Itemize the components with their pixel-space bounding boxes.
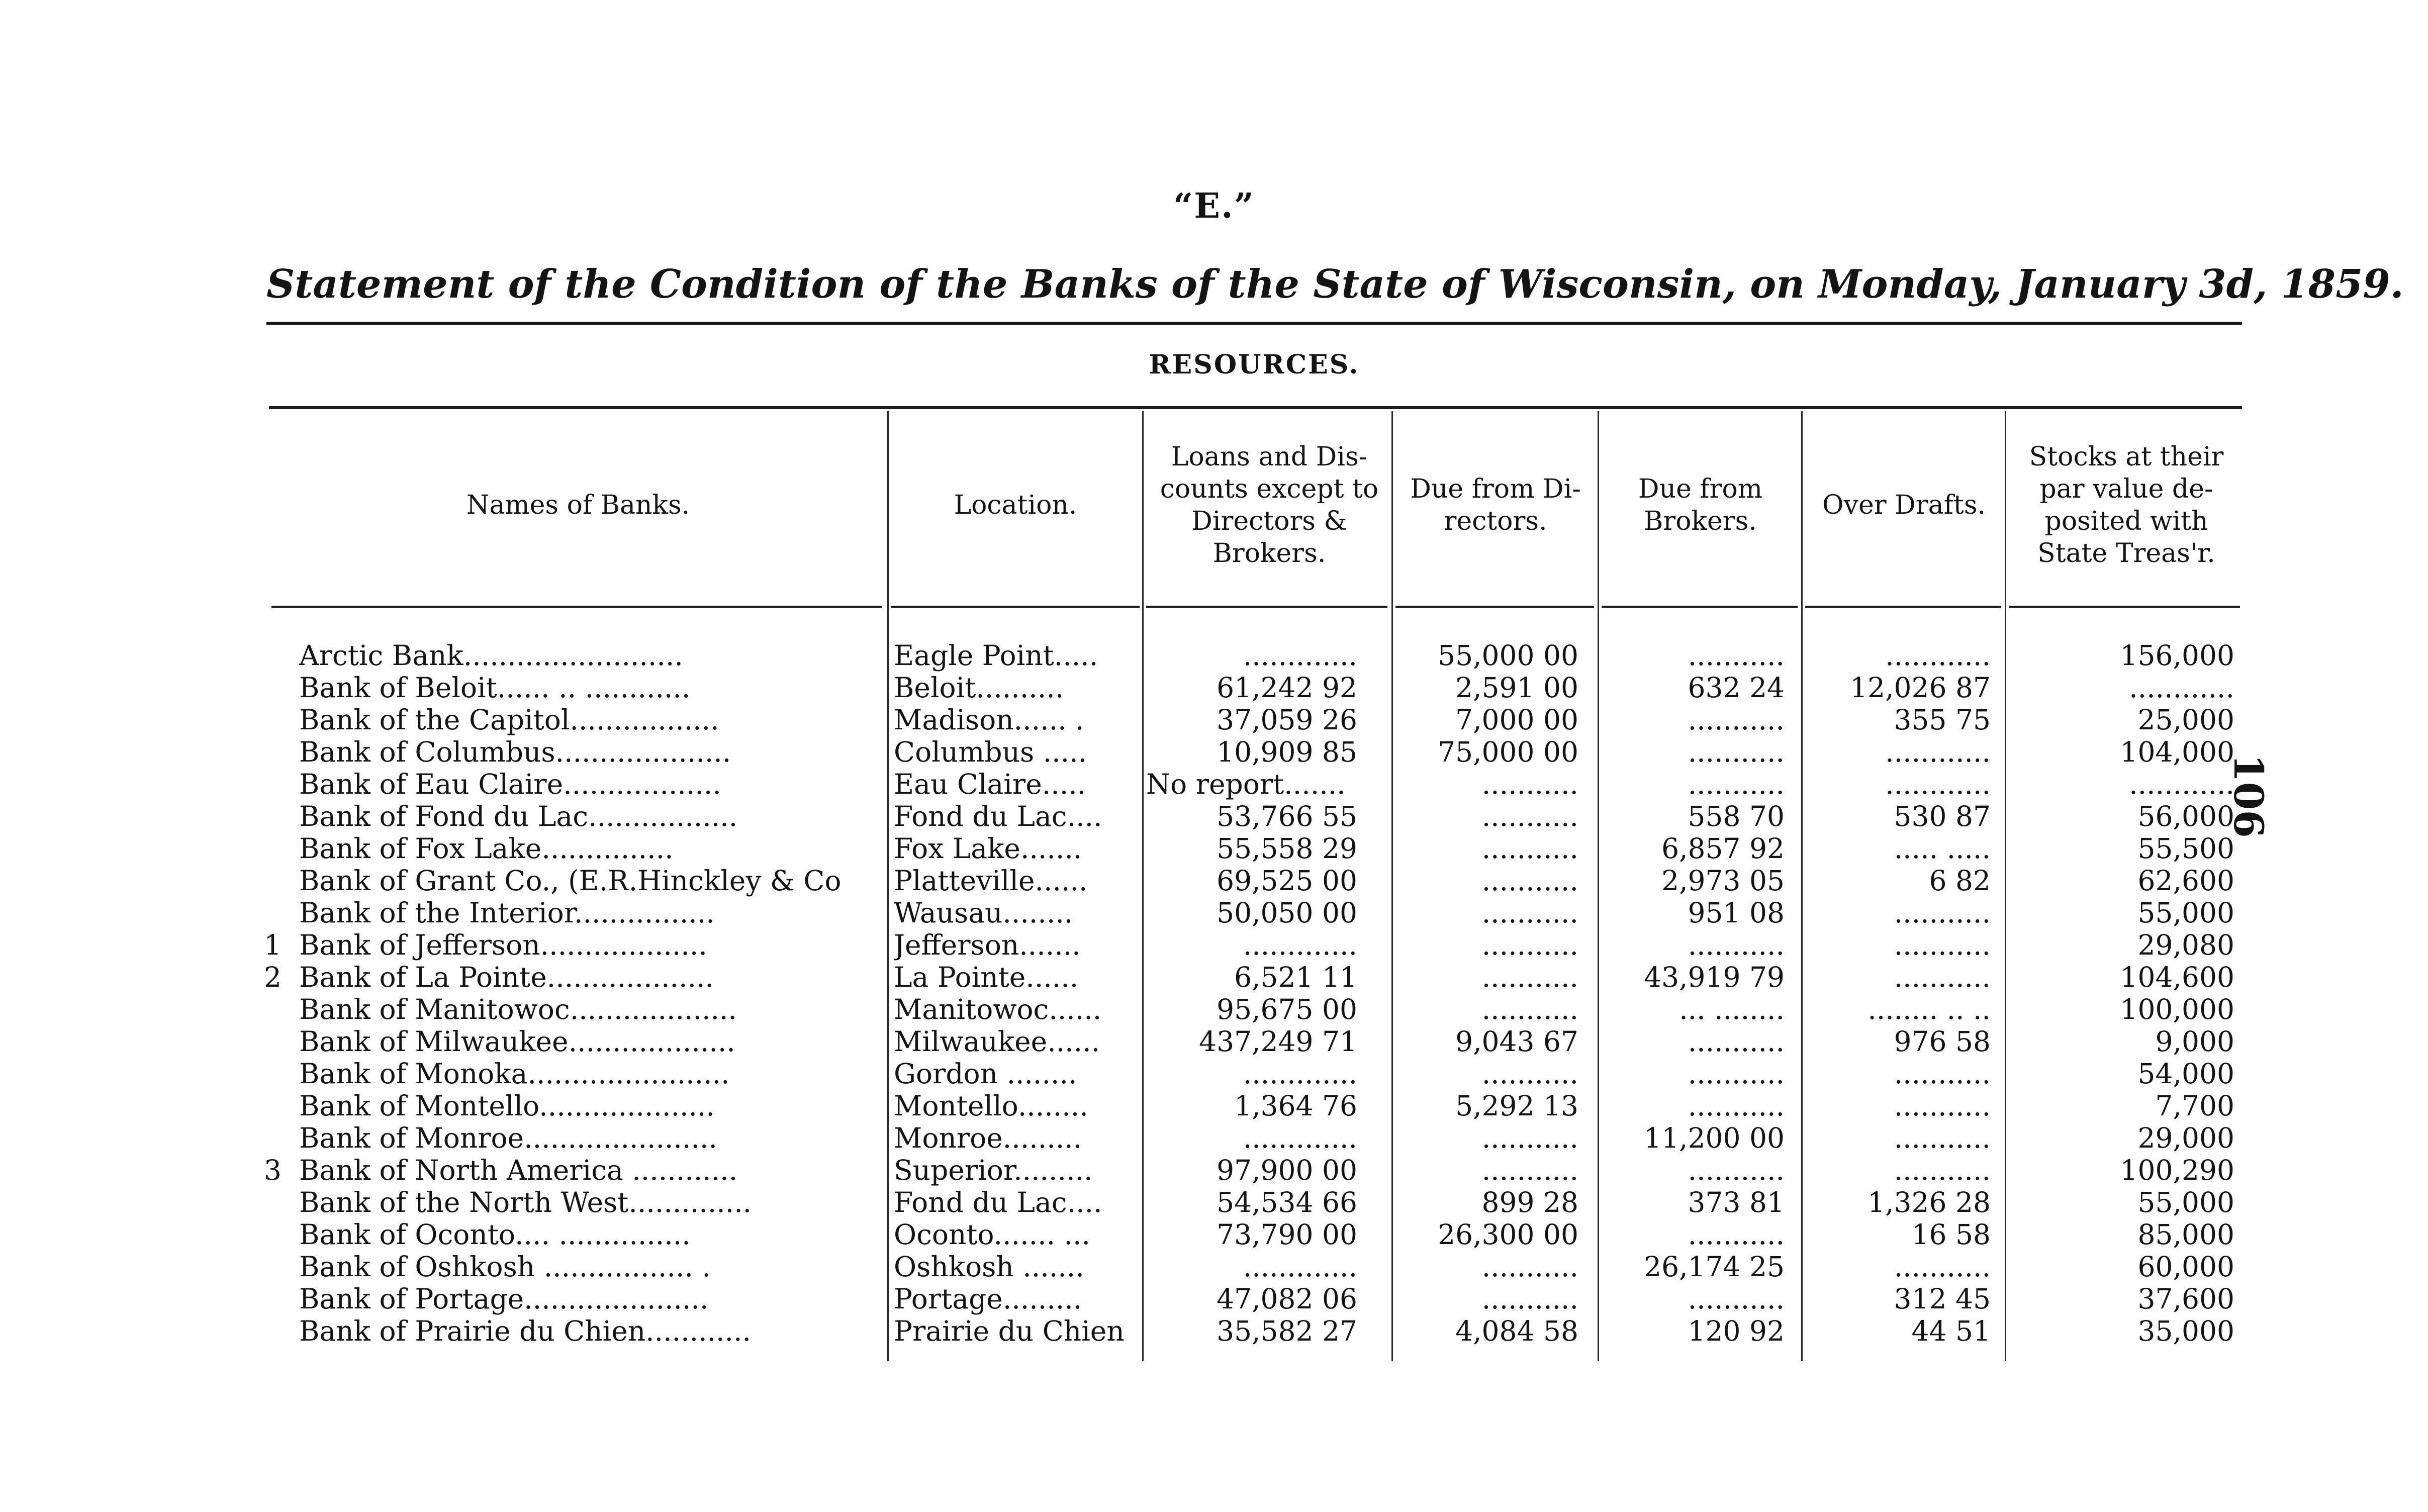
due-brokers-value: ........... — [1688, 1025, 1785, 1058]
overdrafts-value: ........... — [1894, 961, 1991, 993]
due-directors-value: ........... — [1481, 832, 1578, 865]
bank-location: Eau Claire..... — [894, 768, 1086, 800]
stocks-value: 104,600 — [2120, 961, 2234, 993]
due-directors-value: ........... — [1481, 1058, 1578, 1090]
table-row — [0, 832, 2428, 865]
row-note — [264, 993, 294, 1025]
overdrafts-value: 976 58 — [1894, 1025, 1991, 1058]
row-note — [264, 1122, 294, 1154]
bank-name: Bank of North America ............ — [299, 1154, 738, 1186]
header-underline — [2009, 606, 2240, 608]
due-directors-value: ........... — [1481, 961, 1578, 993]
overdrafts-value: 1,326 28 — [1867, 1186, 1991, 1218]
due-directors-value: ........... — [1481, 897, 1578, 929]
row-note — [264, 1315, 294, 1347]
loans-value: 97,900 00 — [1217, 1154, 1357, 1186]
row-note — [264, 1090, 294, 1122]
loans-value: 53,766 55 — [1217, 800, 1357, 832]
bank-name: Bank of Manitowoc................... — [299, 993, 737, 1025]
bank-location: Wausau........ — [894, 897, 1073, 929]
due-brokers-value: ........... — [1688, 768, 1785, 800]
due-brokers-value: 120 92 — [1688, 1315, 1785, 1347]
loans-value: ............. — [1243, 1058, 1357, 1090]
stocks-value: 29,000 — [2137, 1122, 2234, 1154]
loans-value: 69,525 00 — [1217, 865, 1357, 897]
bank-location: Fox Lake....... — [894, 832, 1082, 865]
bank-name: Bank of the North West.............. — [299, 1186, 752, 1218]
due-brokers-value: 11,200 00 — [1644, 1122, 1785, 1154]
row-note — [264, 1251, 294, 1283]
row-note: 3 — [264, 1154, 282, 1186]
header-underline — [1395, 606, 1594, 608]
stocks-value: ............ — [2129, 768, 2234, 800]
stocks-value: 25,000 — [2137, 704, 2234, 736]
bank-location: Columbus ..... — [894, 736, 1087, 768]
due-brokers-value: ........... — [1688, 1283, 1785, 1315]
page-number: 106 — [2225, 754, 2272, 838]
due-directors-value: 5,292 13 — [1455, 1090, 1578, 1122]
bank-name: Bank of Jefferson................... — [299, 929, 707, 961]
row-note — [264, 1186, 294, 1218]
loans-value: 61,242 92 — [1217, 672, 1357, 704]
due-directors-value: 55,000 00 — [1438, 639, 1578, 672]
bank-location: Prairie du Chien — [894, 1315, 1125, 1347]
bank-name: Bank of Prairie du Chien............ — [299, 1315, 751, 1347]
table-row — [0, 1090, 2428, 1122]
bank-name: Bank of Oshkosh ................. . — [299, 1251, 711, 1283]
due-brokers-value: ........... — [1688, 1154, 1785, 1186]
row-note: 1 — [264, 929, 282, 961]
header-underline — [1146, 606, 1387, 608]
overdrafts-value: ........... — [1894, 897, 1991, 929]
row-note — [264, 1025, 294, 1058]
bank-location: Eagle Point..... — [894, 639, 1098, 672]
overdrafts-value: 355 75 — [1894, 704, 1991, 736]
row-note — [264, 768, 294, 800]
loans-value: 37,059 26 — [1217, 704, 1357, 736]
loans-value: 1,364 76 — [1234, 1090, 1357, 1122]
loans-value: 73,790 00 — [1217, 1218, 1357, 1251]
due-directors-value: ........... — [1481, 1251, 1578, 1283]
due-brokers-value: 632 24 — [1688, 672, 1785, 704]
row-note: 2 — [264, 961, 282, 993]
page-header-label: “E.” — [1173, 186, 1255, 226]
bank-location: Milwaukee...... — [894, 1025, 1100, 1058]
due-directors-value: 2,591 00 — [1455, 672, 1578, 704]
due-brokers-value: ........... — [1688, 704, 1785, 736]
due-directors-value: 4,084 58 — [1455, 1315, 1578, 1347]
stocks-value: 54,000 — [2137, 1058, 2234, 1090]
header-underline — [1805, 606, 2001, 608]
bank-name: Arctic Bank......................... — [299, 639, 683, 672]
bank-location: Beloit.......... — [894, 672, 1064, 704]
loans-value: 6,521 11 — [1234, 961, 1357, 993]
stocks-value: 55,500 — [2137, 832, 2234, 865]
bank-location: Fond du Lac.... — [894, 1186, 1102, 1218]
overdrafts-value: ........... — [1894, 1154, 1991, 1186]
bank-location: Madison...... . — [894, 704, 1084, 736]
overdrafts-value: 16 58 — [1911, 1218, 1991, 1251]
loans-value: 47,082 06 — [1217, 1283, 1357, 1315]
overdrafts-value: ........... — [1894, 929, 1991, 961]
bank-name: Bank of Montello.................... — [299, 1090, 715, 1122]
overdrafts-value: ........ .. .. — [1867, 993, 1991, 1025]
overdrafts-value: ............ — [1885, 736, 1991, 768]
loans-value: 55,558 29 — [1217, 832, 1357, 865]
row-note — [264, 639, 294, 672]
loans-value: ............. — [1243, 1251, 1357, 1283]
due-brokers-value: 558 70 — [1688, 800, 1785, 832]
due-directors-value: 9,043 67 — [1455, 1025, 1578, 1058]
section-rule — [269, 406, 2242, 409]
row-note — [264, 865, 294, 897]
table-row — [0, 1122, 2428, 1154]
table-row — [0, 1025, 2428, 1058]
bank-location: Oshkosh ....... — [894, 1251, 1084, 1283]
stocks-value: ............ — [2129, 672, 2234, 704]
due-directors-value: ........... — [1481, 1122, 1578, 1154]
table-row — [0, 800, 2428, 832]
stocks-value: 62,600 — [2137, 865, 2234, 897]
header-underline — [891, 606, 1140, 608]
loans-value: 54,534 66 — [1217, 1186, 1357, 1218]
bank-name: Bank of Monroe...................... — [299, 1122, 717, 1154]
header-underline — [1602, 606, 1798, 608]
overdrafts-value: ........... — [1894, 1122, 1991, 1154]
table-row — [0, 639, 2428, 672]
due-directors-value: 7,000 00 — [1455, 704, 1578, 736]
table-row — [0, 768, 2428, 800]
due-directors-value: ........... — [1481, 1283, 1578, 1315]
due-brokers-value: ........... — [1688, 1058, 1785, 1090]
bank-name: Bank of Columbus.................... — [299, 736, 731, 768]
overdrafts-value: 12,026 87 — [1850, 672, 1991, 704]
due-brokers-value: 6,857 92 — [1661, 832, 1785, 865]
due-brokers-value: 373 81 — [1688, 1186, 1785, 1218]
bank-location: Superior......... — [894, 1154, 1093, 1186]
column-header-loans: Loans and Dis-counts except to Directors & Brokers. — [1160, 442, 1379, 569]
due-directors-value: ........... — [1481, 929, 1578, 961]
due-brokers-value: 26,174 25 — [1644, 1251, 1785, 1283]
due-directors-value: ........... — [1481, 993, 1578, 1025]
stocks-value: 85,000 — [2137, 1218, 2234, 1251]
bank-name: Bank of Grant Co., (E.R.Hinckley & Co — [299, 865, 842, 897]
due-brokers-value: 2,973 05 — [1661, 865, 1785, 897]
overdrafts-value: 6 82 — [1929, 865, 1991, 897]
stocks-value: 55,000 — [2137, 897, 2234, 929]
table-row — [0, 1154, 2428, 1186]
column-header-location: Location. — [954, 490, 1077, 520]
section-heading: RESOURCES. — [1149, 349, 1360, 380]
overdrafts-value: ........... — [1894, 1058, 1991, 1090]
due-directors-value: ........... — [1481, 800, 1578, 832]
table-row — [0, 993, 2428, 1025]
bank-location: Oconto....... ... — [894, 1218, 1090, 1251]
stocks-value: 29,080 — [2137, 929, 2234, 961]
bank-name: Bank of Eau Claire.................. — [299, 768, 721, 800]
column-header-due-directors: Due from Di-rectors. — [1410, 474, 1581, 536]
table-row — [0, 865, 2428, 897]
table-row — [0, 736, 2428, 768]
stocks-value: 55,000 — [2137, 1186, 2234, 1218]
title-rule — [266, 322, 2242, 325]
table-row — [0, 704, 2428, 736]
overdrafts-value: 44 51 — [1911, 1315, 1991, 1347]
loans-value: 10,909 85 — [1217, 736, 1357, 768]
row-note — [264, 704, 294, 736]
row-note — [264, 897, 294, 929]
table-row — [0, 1315, 2428, 1347]
statement-title: Statement of the Condition of the Banks of the State of Wisconsin, on Monday, January 3d, 1859. — [266, 261, 2404, 307]
stocks-value: 35,000 — [2137, 1315, 2234, 1347]
column-header-names: Names of Banks. — [466, 490, 690, 520]
loans-value: 50,050 00 — [1217, 897, 1357, 929]
due-brokers-value: 43,919 79 — [1644, 961, 1785, 993]
column-header-overdrafts: Over Drafts. — [1822, 490, 1986, 520]
due-brokers-value: ... ........ — [1679, 993, 1785, 1025]
stocks-value: 60,000 — [2137, 1251, 2234, 1283]
loans-value: 95,675 00 — [1217, 993, 1357, 1025]
loans-value: 35,582 27 — [1217, 1315, 1357, 1347]
bank-table-body — [0, 639, 2428, 1347]
loans-value: ............. — [1243, 929, 1357, 961]
stocks-value: 156,000 — [2120, 639, 2234, 672]
stocks-value: 56,000 — [2137, 800, 2234, 832]
bank-location: Portage......... — [894, 1283, 1082, 1315]
bank-location: Platteville...... — [894, 865, 1088, 897]
stocks-value: 100,000 — [2120, 993, 2234, 1025]
due-brokers-value: ........... — [1688, 929, 1785, 961]
row-note — [264, 736, 294, 768]
due-directors-value: ........... — [1481, 768, 1578, 800]
table-row — [0, 672, 2428, 704]
due-directors-value: 75,000 00 — [1438, 736, 1578, 768]
row-note — [264, 1283, 294, 1315]
stocks-value: 9,000 — [2155, 1025, 2234, 1058]
table-row — [0, 1283, 2428, 1315]
overdrafts-value: ............ — [1885, 639, 1991, 672]
bank-location: Jefferson....... — [894, 929, 1081, 961]
overdrafts-value: 530 87 — [1894, 800, 1991, 832]
bank-location: Montello........ — [894, 1090, 1088, 1122]
table-row — [0, 929, 2428, 961]
row-note — [264, 672, 294, 704]
stocks-value: 104,000 — [2120, 736, 2234, 768]
bank-location: Manitowoc...... — [894, 993, 1102, 1025]
loans-value: ............. — [1243, 1122, 1357, 1154]
table-row — [0, 897, 2428, 929]
due-brokers-value: ........... — [1688, 1218, 1785, 1251]
due-brokers-value: ........... — [1688, 1090, 1785, 1122]
due-directors-value: 26,300 00 — [1438, 1218, 1578, 1251]
table-row — [0, 961, 2428, 993]
bank-name: Bank of Monoka....................... — [299, 1058, 730, 1090]
loans-value: No report....... — [1146, 768, 1346, 800]
bank-name: Bank of the Interior................ — [299, 897, 715, 929]
stocks-value: 37,600 — [2137, 1283, 2234, 1315]
stocks-value: 7,700 — [2155, 1090, 2234, 1122]
bank-location: Fond du Lac.... — [894, 800, 1102, 832]
stocks-value: 100,290 — [2120, 1154, 2234, 1186]
row-note — [264, 800, 294, 832]
loans-value: ............. — [1243, 639, 1357, 672]
table-row — [0, 1058, 2428, 1090]
overdrafts-value: ........... — [1894, 1251, 1991, 1283]
table-row — [0, 1251, 2428, 1283]
bank-name: Bank of Beloit...... .. ............ — [299, 672, 691, 704]
header-underline — [271, 606, 882, 608]
column-header-due-brokers: Due from Brokers. — [1638, 474, 1763, 536]
loans-value: 437,249 71 — [1199, 1025, 1357, 1058]
due-brokers-value: ........... — [1688, 639, 1785, 672]
overdrafts-value: ........... — [1894, 1090, 1991, 1122]
bank-name: Bank of Fox Lake............... — [299, 832, 674, 865]
row-note — [264, 1058, 294, 1090]
table-row — [0, 1218, 2428, 1251]
bank-name: Bank of La Pointe................... — [299, 961, 714, 993]
row-note — [264, 832, 294, 865]
bank-name: Bank of Fond du Lac................. — [299, 800, 738, 832]
overdrafts-value: ............ — [1885, 768, 1991, 800]
bank-location: Monroe......... — [894, 1122, 1082, 1154]
due-directors-value: ........... — [1481, 865, 1578, 897]
bank-name: Bank of the Capitol................. — [299, 704, 719, 736]
bank-name: Bank of Portage..................... — [299, 1283, 709, 1315]
column-header-stocks: Stocks at their par value de-posited with State Treas'r. — [2029, 442, 2224, 569]
due-directors-value: 899 28 — [1481, 1186, 1578, 1218]
bank-location: La Pointe...... — [894, 961, 1079, 993]
due-directors-value: ........... — [1481, 1154, 1578, 1186]
overdrafts-value: 312 45 — [1894, 1283, 1991, 1315]
overdrafts-value: ..... ..... — [1894, 832, 1991, 865]
bank-name: Bank of Oconto.... ............... — [299, 1218, 691, 1251]
due-brokers-value: 951 08 — [1688, 897, 1785, 929]
table-row — [0, 1186, 2428, 1218]
bank-location: Gordon ........ — [894, 1058, 1077, 1090]
bank-name: Bank of Milwaukee................... — [299, 1025, 735, 1058]
due-brokers-value: ........... — [1688, 736, 1785, 768]
row-note — [264, 1218, 294, 1251]
